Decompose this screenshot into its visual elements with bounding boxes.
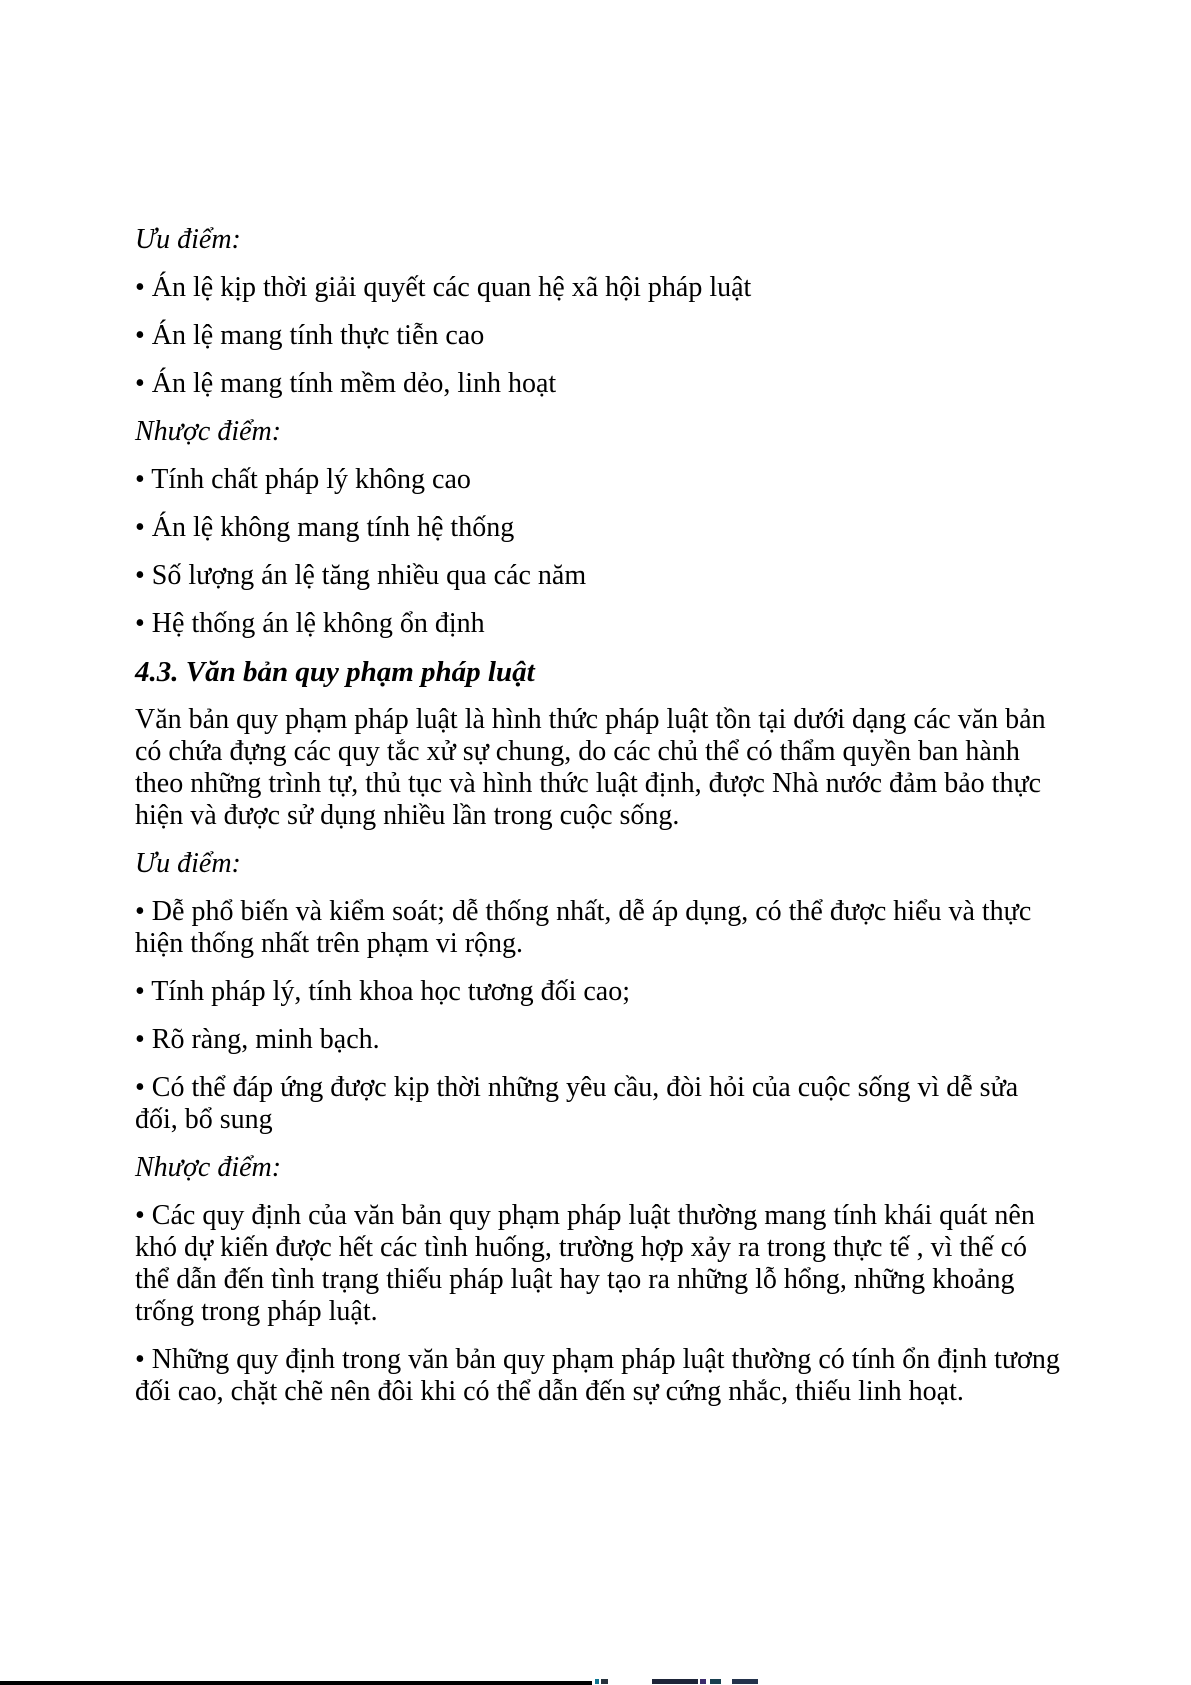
bullet-item: • Tính pháp lý, tính khoa học tương đối cao; [135, 976, 630, 1007]
watermark-fragment [601, 1679, 608, 1684]
bullet-item: • Hệ thống án lệ không ổn định [135, 608, 485, 639]
bullet-item: • Số lượng án lệ tăng nhiều qua các năm [135, 560, 587, 591]
paragraph: Văn bản quy phạm pháp luật là hình thức pháp luật tồn tại dưới dạng các văn bản có chứa đựng các quy tắc xử sự chung, do các chủ thể có thẩm quyền ban hành theo những trình tự, thủ tục và hình thức luật định, được Nhà nước đảm bảo thực hiện và được sử dụng nhiều lần trong cuộc sống. [135, 704, 1046, 831]
subheading: Ưu điểm: [135, 224, 241, 255]
bullet-item: • Án lệ mang tính mềm dẻo, linh hoạt [135, 368, 557, 399]
bullet-item: • Dễ phổ biến và kiểm soát; dễ thống nhất, dễ áp dụng, có thể được hiểu và thực hiện thống nhất trên phạm vi rộng. [135, 896, 1032, 959]
section-heading: 4.3. Văn bản quy phạm pháp luật [135, 656, 535, 688]
watermark-fragment [710, 1679, 721, 1684]
bullet-item: • Các quy định của văn bản quy phạm pháp luật thường mang tính khái quát nên khó dự kiến được hết các tình huống, trường hợp xảy ra trong thực tế , vì thế có thể dẫn đến tình trạng thiếu pháp luật hay tạo ra những lỗ hổng, những khoảng trống trong pháp luật. [135, 1200, 1035, 1327]
bullet-item: • Tính chất pháp lý không cao [135, 464, 471, 495]
bullet-item: • Những quy định trong văn bản quy phạm pháp luật thường có tính ổn định tương đối cao, chặt chẽ nên đôi khi có thể dẫn đến sự cứng nhắc, thiếu linh hoạt. [135, 1344, 1060, 1407]
document-content [135, 224, 1067, 1424]
watermark-fragment [652, 1679, 698, 1684]
footer-rule [0, 1681, 592, 1685]
subheading: Nhược điểm: [135, 1152, 282, 1183]
bullet-item: • Án lệ mang tính thực tiễn cao [135, 320, 485, 351]
page-footer [0, 1678, 1191, 1685]
subheading: Nhược điểm: [135, 416, 282, 447]
watermark-fragment [700, 1679, 706, 1684]
watermark-fragment [732, 1679, 758, 1684]
bullet-item: • Rõ ràng, minh bạch. [135, 1024, 380, 1055]
subheading: Ưu điểm: [135, 848, 241, 879]
watermark-fragment [595, 1679, 599, 1684]
bullet-item: • Án lệ không mang tính hệ thống [135, 512, 515, 543]
bullet-item: • Án lệ kịp thời giải quyết các quan hệ xã hội pháp luật [135, 272, 752, 303]
bullet-item: • Có thể đáp ứng được kịp thời những yêu cầu, đòi hỏi của cuộc sống vì dễ sửa đối, bổ sung [135, 1072, 1019, 1135]
